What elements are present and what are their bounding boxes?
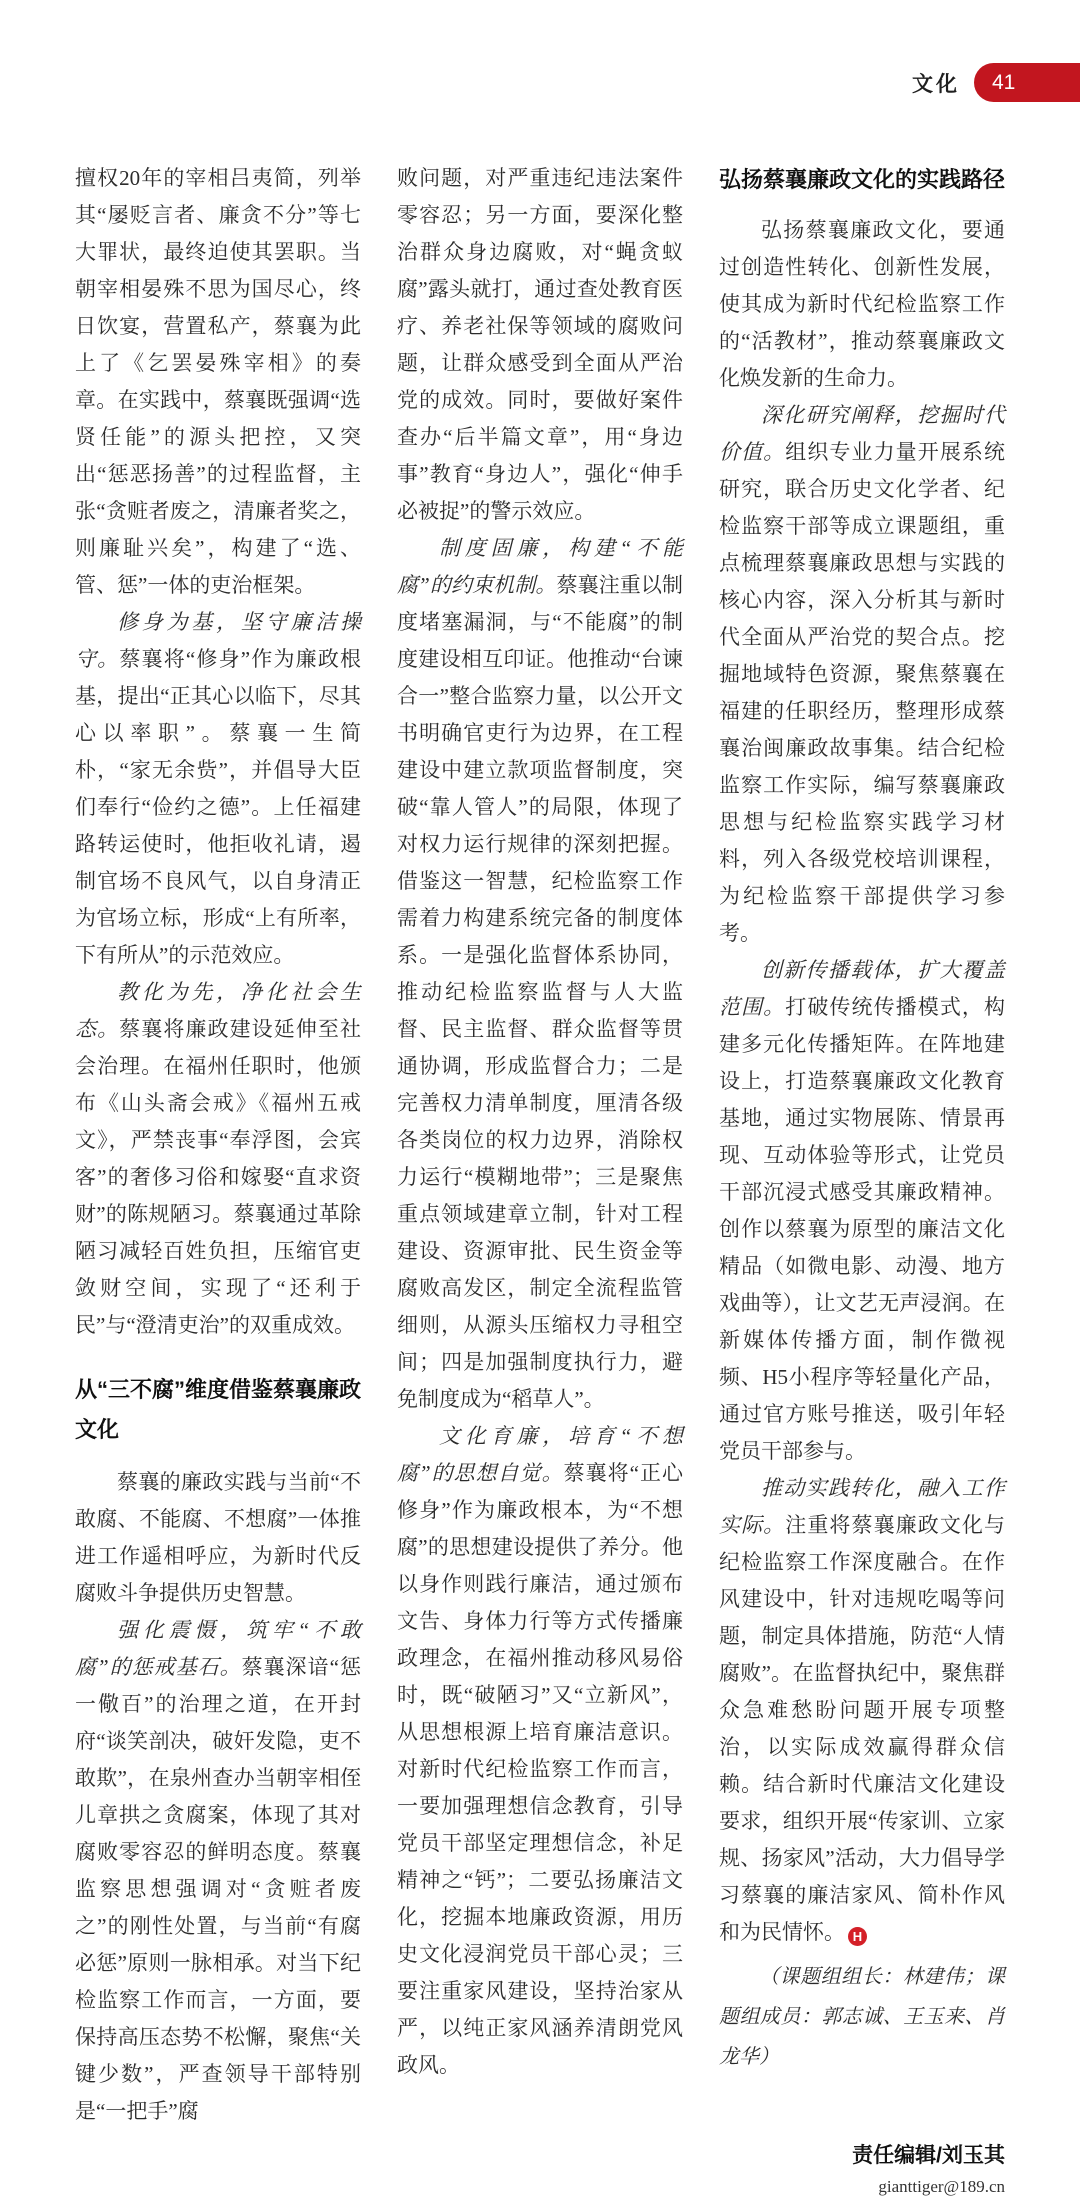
paragraph-lead: 推动实践转化，融入工作实际。 (719, 1476, 1005, 1537)
paragraph: 擅权20年的宰相吕夷简，列举其“屡贬言者、廉贪不分”等七大罪状，最终迫使其罢职。当朝宰相晏殊不思为国尽心，终日饮宴，营置私产，蔡襄为此上了《乞罢晏殊宰相》的奏章。在实践中，蔡襄既强调“选贤任能”的源头把控，又突出“惩恶扬善”的过程监督，主张“贪赃者废之，清廉者奖之，则廉耻兴矣”，构建了“选、管、惩”一体的吏治框架。 (75, 166, 361, 597)
paragraph-text: 注重将蔡襄廉政文化与纪检监察工作深度融合。在作风建设中，针对违规吃喝等问题，制定具体措施，防范“人情腐败”。在监督执纪中，聚焦群众急难愁盼问题开展专项整治，以实际成效赢得群众信赖。结合新时代廉洁文化建设要求，组织开展“传家训、立家规、扬家风”活动，大力倡导学习蔡襄的廉洁家风、简朴作风和为民情怀。 (719, 1513, 1005, 1944)
column-2 (397, 160, 683, 2199)
page-number-badge (974, 63, 1080, 102)
paragraph (397, 1418, 683, 2084)
section-heading: 从“三不腐”维度借鉴蔡襄廉政文化 (75, 1377, 362, 1442)
paragraph-lead: 强化震慑，筑牢“不敢腐”的惩戒基石。 (75, 1618, 361, 1679)
paragraph-text: 蔡襄深谙“惩一儆百”的治理之道，在开封府“谈笑剖决，破奸发隐，吏不敢欺”，在泉州查办当朝宰相侄儿章拱之贪腐案，体现了其对腐败零容忍的鲜明态度。蔡襄监察思想强调对“贪赃者废之”的刚性处置，与当前“有腐必惩”原则一脉相承。对当下纪检监察工作而言，一方面，要保持高压态势不松懈，聚焦“关键少数”，严查领导干部特别是“一把手”腐 (75, 1655, 361, 2123)
paragraph-text: 蔡襄将廉政建设延伸至社会治理。在福州任职时，他颁布《山头斋会戒》《福州五戒文》，严禁丧事“奉浮图，会宾客”的奢侈习俗和嫁娶“直求资财”的陈规陋习。蔡襄通过革除陋习减轻百姓负担，压缩官吏敛财空间，实现了“还利于民”与“澄清吏治”的双重成效。 (75, 1017, 362, 1337)
paragraph (75, 974, 361, 1344)
paragraph-lead: 修身为基，坚守廉洁操守。 (75, 610, 361, 671)
paragraph-text: 蔡襄将“修身”作为廉政根基，提出“正其心以临下，尽其心以率职”。蔡襄一生简朴，“家无余赀”，并倡导大臣们奉行“俭约之德”。上任福建路转运使时，他拒收礼请，遏制官场不良风气，以自身清正为官场立标，形成“上有所率，下有所从”的示范效应。 (75, 647, 361, 967)
paragraph-lead: 教化为先，净化社会生态。 (75, 980, 361, 1041)
section-heading: 弘扬蔡襄廉政文化的实践路径 (719, 167, 1006, 192)
page-number: 41 (992, 70, 1016, 94)
section-label: 文化 (912, 72, 960, 96)
paragraph-lead: 创新传播载体，扩大覆盖范围。 (719, 958, 1005, 1019)
paragraph (719, 397, 1005, 952)
paragraph (397, 530, 683, 1418)
paragraph-lead: 深化研究阐释，挖掘时代价值。 (719, 403, 1005, 464)
editor-block (719, 2143, 1005, 2199)
paragraph-text: 组织专业力量开展系统研究，联合历史文化学者、纪检监察干部等成立课题组，重点梳理蔡襄廉政思想与实践的核心内容，深入分析其与新时代全面从严治党的契合点。挖掘地域特色资源，聚焦蔡襄在福建的任职经历，整理形成蔡襄治闽廉政故事集。结合纪检监察工作实际，编写蔡襄廉政思想与纪检监察实践学习材料，列入各级党校培训课程，为纪检监察干部提供学习参考。 (719, 440, 1005, 945)
paragraph (75, 604, 361, 974)
editor-line: 责任编辑/刘玉其 (852, 2144, 1005, 2167)
paragraph: 弘扬蔡襄廉政文化，要通过创造性转化、创新性发展，使其成为新时代纪检监察工作的“活教材”，推动蔡襄廉政文化焕发新的生命力。 (719, 218, 1005, 390)
article-columns (75, 160, 1005, 2199)
paragraph (719, 1470, 1005, 1951)
article-end-icon: H (848, 1927, 867, 1946)
paragraph (75, 1612, 361, 2130)
paragraph: 蔡襄的廉政实践与当前“不敢腐、不能腐、不想腐”一体推进工作遥相呼应，为新时代反腐败斗争提供历史智慧。 (75, 1470, 361, 1605)
column-3 (719, 160, 1005, 2199)
column-1 (75, 160, 361, 2199)
page-header (912, 63, 1080, 102)
paragraph-text: 打破传统传播模式，构建多元化传播矩阵。在阵地建设上，打造蔡襄廉政文化教育基地，通过实物展陈、情景再现、互动体验等形式，让党员干部沉浸式感受其廉政精神。创作以蔡襄为原型的廉洁文化精品（如微电影、动漫、地方戏曲等），让文艺无声浸润。在新媒体传播方面，制作微视频、H5小程序等轻量化产品，通过官方账号推送，吸引年轻党员干部参与。 (719, 995, 1005, 1463)
paragraph: 败问题，对严重违纪违法案件零容忍；另一方面，要深化整治群众身边腐败，对“蝇贪蚁腐”露头就打，通过查处教育医疗、养老社保等领域的腐败问题，让群众感受到全面从严治党的成效。同时，要做好案件查办“后半篇文章”，用“身边事”教育“身边人”，强化“伸手必被捉”的警示效应。 (397, 166, 683, 523)
editor-email: gianttiger@189.cn (878, 2177, 1005, 2196)
credits: （课题组组长：林建伟；课题组成员：郭志诚、王玉来、肖龙华） (719, 1966, 1005, 2068)
paragraph-lead: 制度固廉，构建“不能腐”的约束机制。 (397, 536, 683, 597)
paragraph-lead: 文化育廉，培育“不想腐”的思想自觉。 (397, 1424, 683, 1485)
paragraph-text: 蔡襄将“正心修身”作为廉政根本，为“不想腐”的思想建设提供了养分。他以身作则践行廉洁，通过颁布文告、身体力行等方式传播廉政理念，在福州推动移风易俗时，既“破陋习”又“立新风”，从思想根源上培育廉洁意识。对新时代纪检监察工作而言，一要加强理想信念教育，引导党员干部坚定理想信念，补足精神之“钙”；二要弘扬廉洁文化，挖掘本地廉政资源，用历史文化浸润党员干部心灵；三要注重家风建设，坚持治家从严，以纯正家风涵养清朗党风政风。 (397, 1461, 683, 2077)
paragraph-text: 蔡襄注重以制度堵塞漏洞，与“不能腐”的制度建设相互印证。他推动“台谏合一”整合监察力量，以公开文书明确官吏行为边界，在工程建设中建立款项监督制度，突破“靠人管人”的局限，体现了对权力运行规律的深刻把握。借鉴这一智慧，纪检监察工作需着力构建系统完备的制度体系。一是强化监督体系协同，推动纪检监察监督与人大监督、民主监督、群众监督等贯通协调，形成监督合力；二是完善权力清单制度，厘清各级各类岗位的权力边界，消除权力运行“模糊地带”；三是聚焦重点领域建章立制，针对工程建设、资源审批、民生资金等腐败高发区，制定全流程监管细则，从源头压缩权力寻租空间；四是加强制度执行力，避免制度成为“稻草人”。 (397, 573, 684, 1411)
paragraph (719, 952, 1005, 1470)
